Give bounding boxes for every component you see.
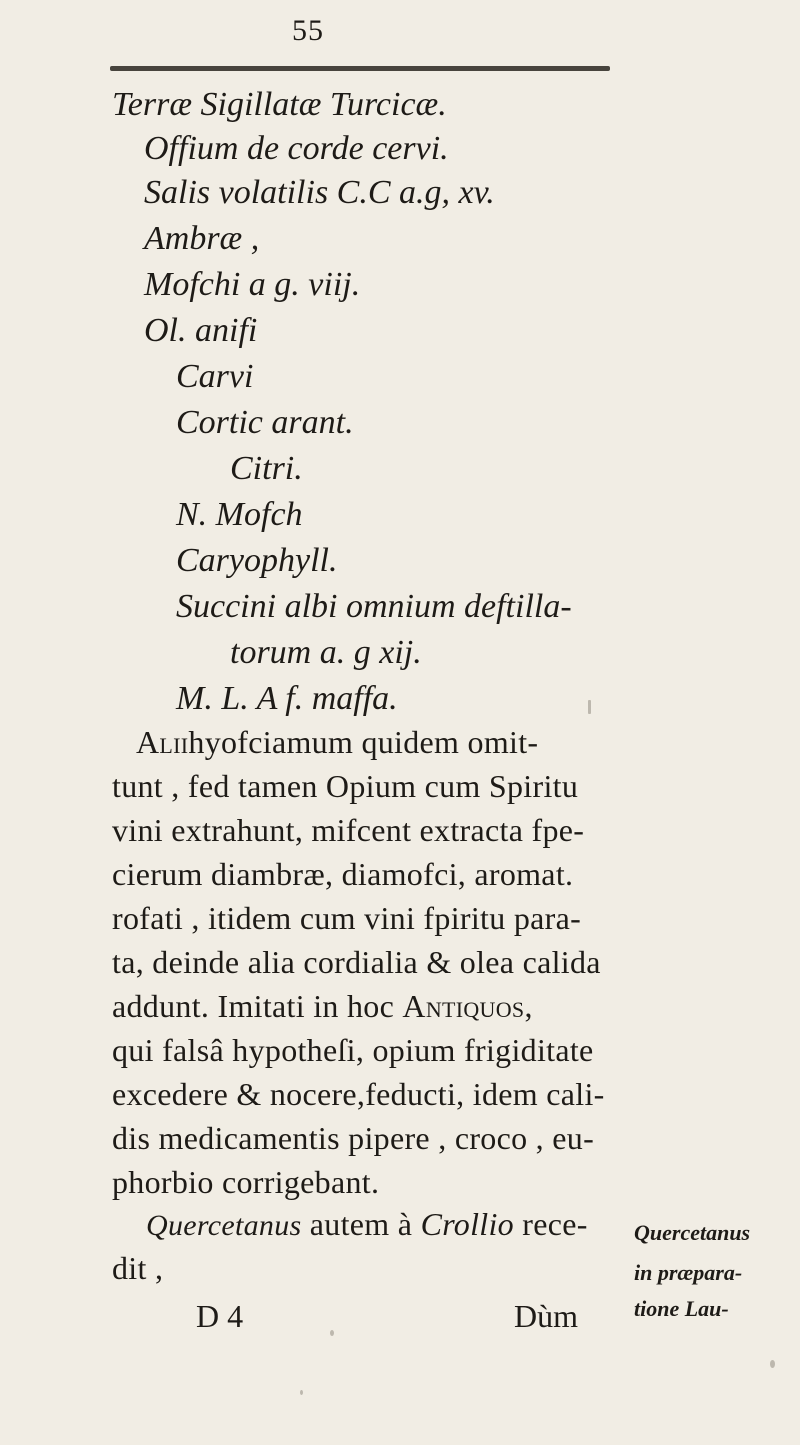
page-number: 55 <box>292 14 324 47</box>
paragraph-line <box>136 726 538 758</box>
paragraph-text: hyofciamum quidem omit- <box>188 724 539 760</box>
paragraph-line: ta, deinde alia cordialia & olea calida <box>112 944 601 980</box>
paragraph-line: tunt , fed tamen Opium cum Spiritu <box>112 768 579 804</box>
paragraph-line: dit , <box>112 1250 164 1286</box>
marginal-note-line: Quercetanus <box>634 1220 751 1245</box>
paper-speck <box>300 1390 303 1395</box>
paragraph-text: autem à <box>301 1206 421 1242</box>
recipe-line: Succini albi omnium deftilla- <box>176 588 572 625</box>
paper-speck <box>330 1330 334 1336</box>
recipe-line: N. Mofch <box>176 496 303 533</box>
author-name: Crollio <box>420 1206 514 1242</box>
paragraph-text: addunt. Imitati in hoc <box>112 988 403 1024</box>
header-rule <box>110 66 610 71</box>
catchword: Dùm <box>514 1298 578 1334</box>
recipe-line: Offium de corde cervi. <box>144 130 449 167</box>
recipe-line: Ambræ , <box>144 220 260 257</box>
paragraph-line: excedere & nocere,feducti, idem cali- <box>112 1076 605 1112</box>
paragraph-line: rofati , itidem cum vini fpiritu para- <box>112 900 582 936</box>
marginal-note-line: tione Lau- <box>634 1296 729 1321</box>
recipe-line: Carvi <box>176 358 254 395</box>
signature-mark: D 4 <box>196 1298 244 1334</box>
paragraph-line: phorbio corrigebant. <box>112 1164 380 1200</box>
paragraph-line <box>112 990 533 1022</box>
recipe-line: Ol. anifi <box>144 312 258 349</box>
recipe-line: Cortic arant. <box>176 404 354 441</box>
paragraph-line: cierum diambræ, diamofci, aromat. <box>112 856 574 892</box>
paragraph-line: qui falsâ hypotheſi, opium frigiditate <box>112 1032 594 1068</box>
recipe-line: torum a. g xij. <box>230 634 422 671</box>
recipe-line: M. L. A f. maffa. <box>176 680 398 717</box>
small-caps-word: Antiquos, <box>402 988 533 1024</box>
recipe-line: Salis volatilis C.C a.g, xv. <box>144 174 495 211</box>
recipe-line: Citri. <box>230 450 303 487</box>
paragraph-text: rece- <box>513 1206 588 1242</box>
paragraph-line: vini extrahunt, mifcent extracta fpe- <box>112 812 585 848</box>
paper-speck <box>588 700 591 714</box>
paper-speck <box>770 1360 775 1368</box>
small-caps-word: Alii <box>136 724 189 760</box>
recipe-line: Caryophyll. <box>176 542 338 579</box>
paragraph-line: dis medicamentis pipere , croco , eu- <box>112 1120 595 1156</box>
recipe-line: Terræ Sigillatæ Turcicæ. <box>112 86 447 123</box>
marginal-note-line: in præpara- <box>634 1260 743 1285</box>
paragraph-line <box>146 1208 588 1241</box>
author-name: Quercetanus <box>146 1209 302 1242</box>
recipe-line: Mofchi a g. viij. <box>144 266 361 303</box>
